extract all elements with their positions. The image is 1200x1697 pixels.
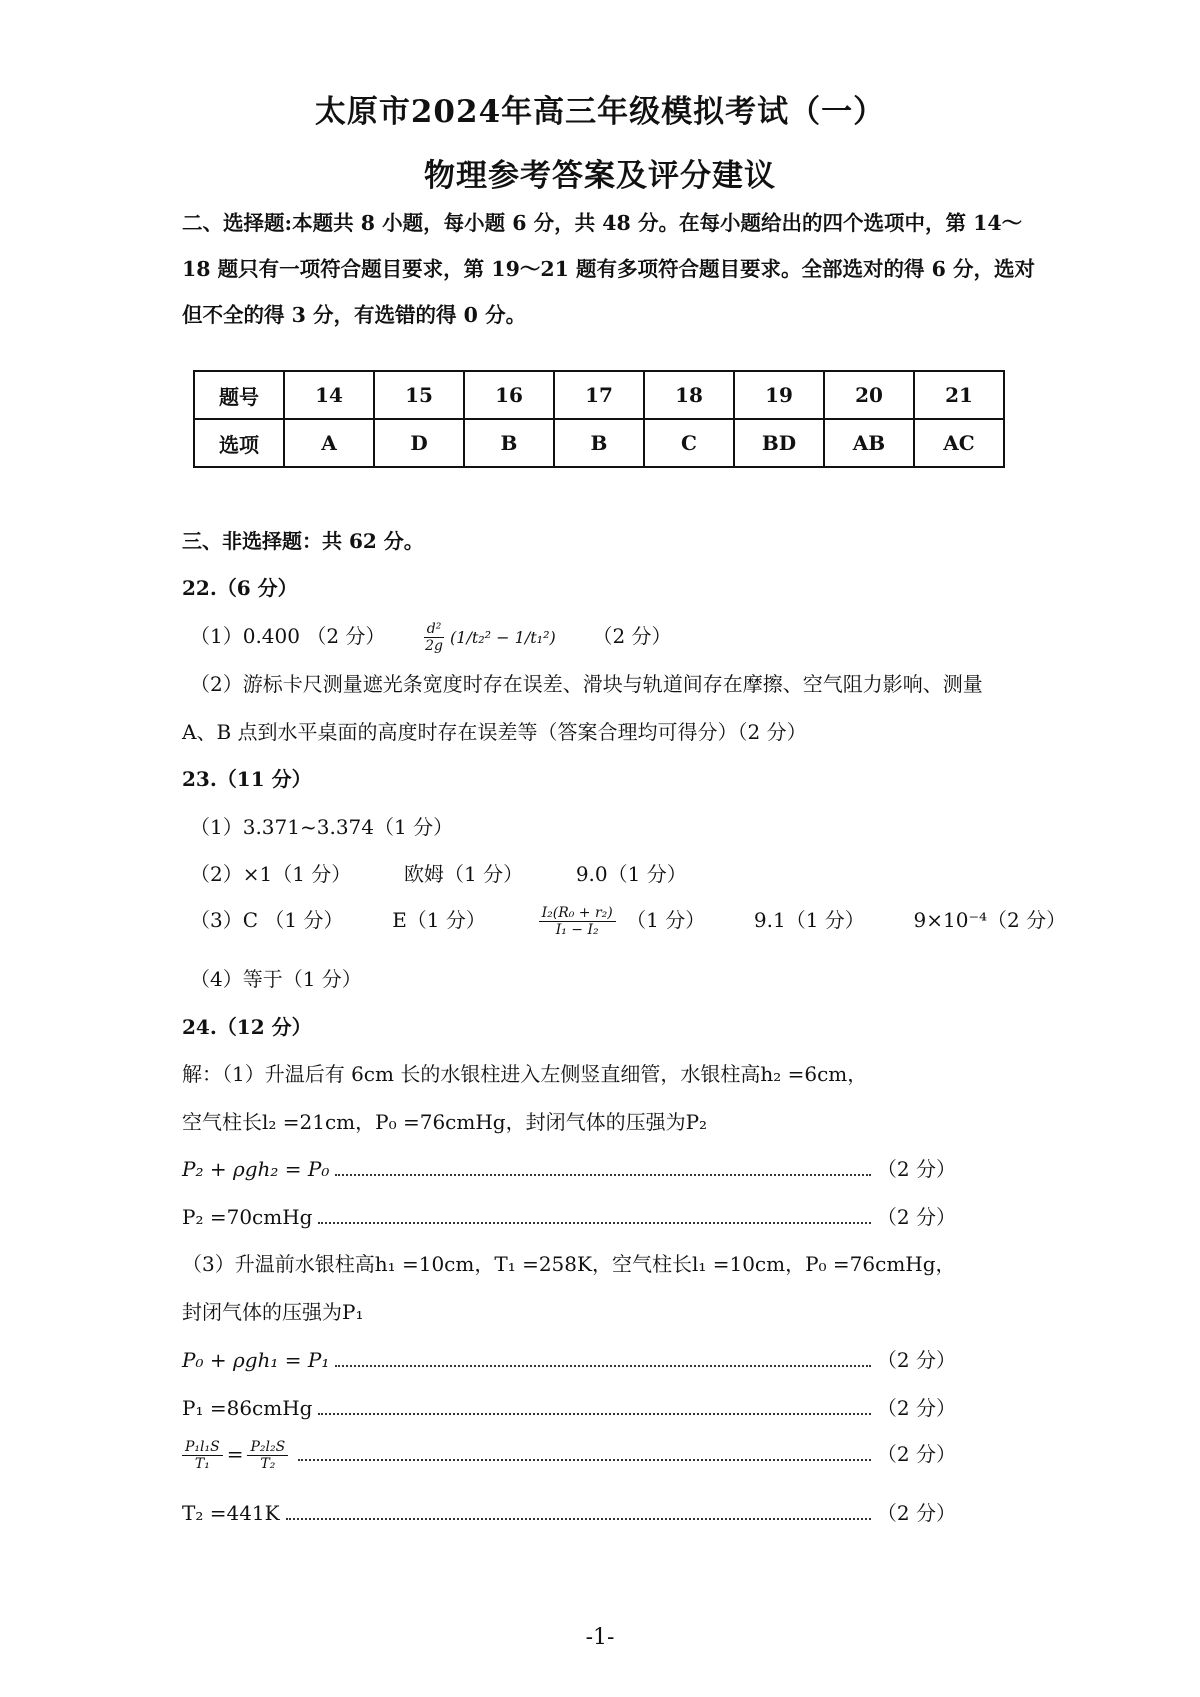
q24-heading: 24.（12 分） [182, 1015, 312, 1039]
document-title: 太原市2024年高三年级模拟考试（一） [314, 94, 886, 130]
table-row-label: 题号 [194, 371, 284, 419]
q23-formula-fraction [539, 905, 616, 938]
answer-cell: D [374, 419, 464, 467]
question-number-cell: 20 [824, 371, 914, 419]
q22-part2: （2）游标卡尺测量遮光条宽度时存在误差、滑块与轨道间存在摩擦、空气阻力影响、测量 [190, 672, 983, 696]
answer-table [193, 370, 1005, 468]
q24-eq2-row [182, 1201, 956, 1230]
q24-eq5-left-fraction [182, 1439, 223, 1472]
q24-eq4-row [182, 1392, 956, 1421]
q22-heading: 22.（6 分） [182, 576, 298, 600]
document-subtitle: 物理参考答案及评分建议 [424, 158, 776, 194]
q24-eq5-row [182, 1438, 956, 1472]
question-number-cell: 14 [284, 371, 374, 419]
leader-dots [286, 1518, 871, 1520]
q24-eq1: P₂ + ρgh₂ = P₀ [182, 1157, 330, 1181]
q24-line2: 空气柱长l₂ =21cm，P₀ =76cmHg，封闭气体的压强为P₂ [182, 1110, 708, 1134]
section2-intro-line3: 但不全的得 3 分，有选错的得 0 分。 [182, 303, 527, 327]
answer-cell: AB [824, 419, 914, 467]
q23-heading: 23.（11 分） [182, 767, 312, 791]
q24-eq5-right-fraction [247, 1439, 288, 1472]
question-number-cell: 19 [734, 371, 824, 419]
answer-cell: C [644, 419, 734, 467]
q23-part3-e: 9×10⁻⁴（2 分） [913, 908, 1067, 932]
answer-cell: BD [734, 419, 824, 467]
answer-cell: A [284, 419, 374, 467]
answer-table-number-row [194, 371, 1004, 419]
q24-eq2: P₂ =70cmHg [182, 1205, 313, 1229]
q23-part3-d: 9.1（1 分） [753, 908, 865, 932]
q24-eq3-row [182, 1344, 956, 1373]
q23-part3-b: E（1 分） [392, 908, 486, 932]
q22-formula-bracket: (1/t₂² − 1/t₁²) [450, 628, 556, 647]
q23-part3-c: （1 分） [626, 908, 706, 932]
q23-formula-denominator: I₁ − I₂ [555, 922, 599, 938]
section2-intro [182, 200, 1042, 338]
question-number-cell: 18 [644, 371, 734, 419]
q23-part2-a: （2）×1（1 分） [190, 862, 352, 886]
q22-part1-points: （2 分） [592, 624, 672, 648]
table-row-label: 选项 [194, 419, 284, 467]
q22-part2-cont: A、B 点到水平桌面的高度时存在误差等（答案合理均可得分）（2 分） [182, 720, 807, 744]
question-number-cell: 16 [464, 371, 554, 419]
q24-eq5-right-numerator: P₂l₂S [247, 1439, 288, 1456]
q24-eq1-row [182, 1153, 956, 1182]
q23-part1: （1）3.371~3.374（1 分） [190, 815, 454, 839]
answer-cell: B [464, 419, 554, 467]
leader-dots [335, 1365, 871, 1367]
page-number: -1- [585, 1625, 615, 1650]
q22-part1 [190, 620, 672, 654]
q24-eq4-points: （2 分） [876, 1396, 956, 1420]
answer-table-answer-row [194, 419, 1004, 467]
question-number-cell: 15 [374, 371, 464, 419]
q24-eq2-points: （2 分） [876, 1205, 956, 1229]
q22-formula-fraction [422, 621, 446, 654]
leader-dots [318, 1222, 870, 1224]
leader-dots [335, 1174, 871, 1176]
answer-cell: B [554, 419, 644, 467]
leader-dots [318, 1413, 870, 1415]
q22-formula-numerator: d² [424, 621, 445, 638]
section3-heading: 三、非选择题：共 62 分。 [182, 529, 424, 553]
q23-part3 [190, 904, 1066, 938]
q23-part4: （4）等于（1 分） [190, 967, 362, 991]
q23-part2-b: 欧姆（1 分） [404, 862, 524, 886]
q23-part2-c: 9.0（1 分） [575, 862, 687, 886]
q23-formula-numerator: I₂(R₀ + r₂) [539, 905, 616, 922]
question-number-cell: 17 [554, 371, 644, 419]
q24-eq5-left-numerator: P₁l₁S [182, 1439, 223, 1456]
section2-intro-line1: 二、选择题:本题共 8 小题，每小题 6 分，共 48 分。在每小题给出的四个选项中，第 14～ [182, 211, 1023, 235]
q24-eq6-points: （2 分） [876, 1501, 956, 1525]
q22-formula-denominator: 2g [425, 638, 444, 654]
leader-dots [298, 1459, 871, 1461]
q24-eq3-points: （2 分） [876, 1348, 956, 1372]
q22-part1-answer: （1）0.400 （2 分） [190, 624, 386, 648]
q24-line3: （3）升温前水银柱高h₁ =10cm，T₁ =258K，空气柱长l₁ =10cm，P₀ =76cmHg， [182, 1252, 956, 1276]
q23-part2 [190, 858, 687, 887]
q24-eq1-points: （2 分） [876, 1157, 956, 1181]
q24-eq6-row [182, 1497, 956, 1526]
q24-eq3: P₀ + ρgh₁ = P₁ [182, 1348, 330, 1372]
q24-line4: 封闭气体的压强为P₁ [182, 1300, 364, 1324]
q24-eq5-points: （2 分） [876, 1442, 956, 1466]
q24-eq4: P₁ =86cmHg [182, 1396, 313, 1420]
answer-cell: AC [914, 419, 1004, 467]
q24-line1: 解：（1）升温后有 6cm 长的水银柱进入左侧竖直细管，水银柱高h₂ =6cm， [182, 1062, 868, 1086]
q24-eq5-left-denominator: T₁ [194, 1456, 210, 1472]
question-number-cell: 21 [914, 371, 1004, 419]
q24-eq6: T₂ =441K [182, 1501, 280, 1525]
q24-eq5: $\frac{\text{P₁l₁S}}{\text{T₁}}$ = $\frac{\text{P₂l₂S}}{\text{T₂}}$ [182, 1439, 292, 1472]
section2-intro-line2: 18 题只有一项符合题目要求，第 19～21 题有多项符合题目要求。全部选对的得 6 分，选对 [182, 257, 1036, 281]
q23-part3-a: （3）C （1 分） [190, 908, 344, 932]
q24-eq5-right-denominator: T₂ [260, 1456, 276, 1472]
